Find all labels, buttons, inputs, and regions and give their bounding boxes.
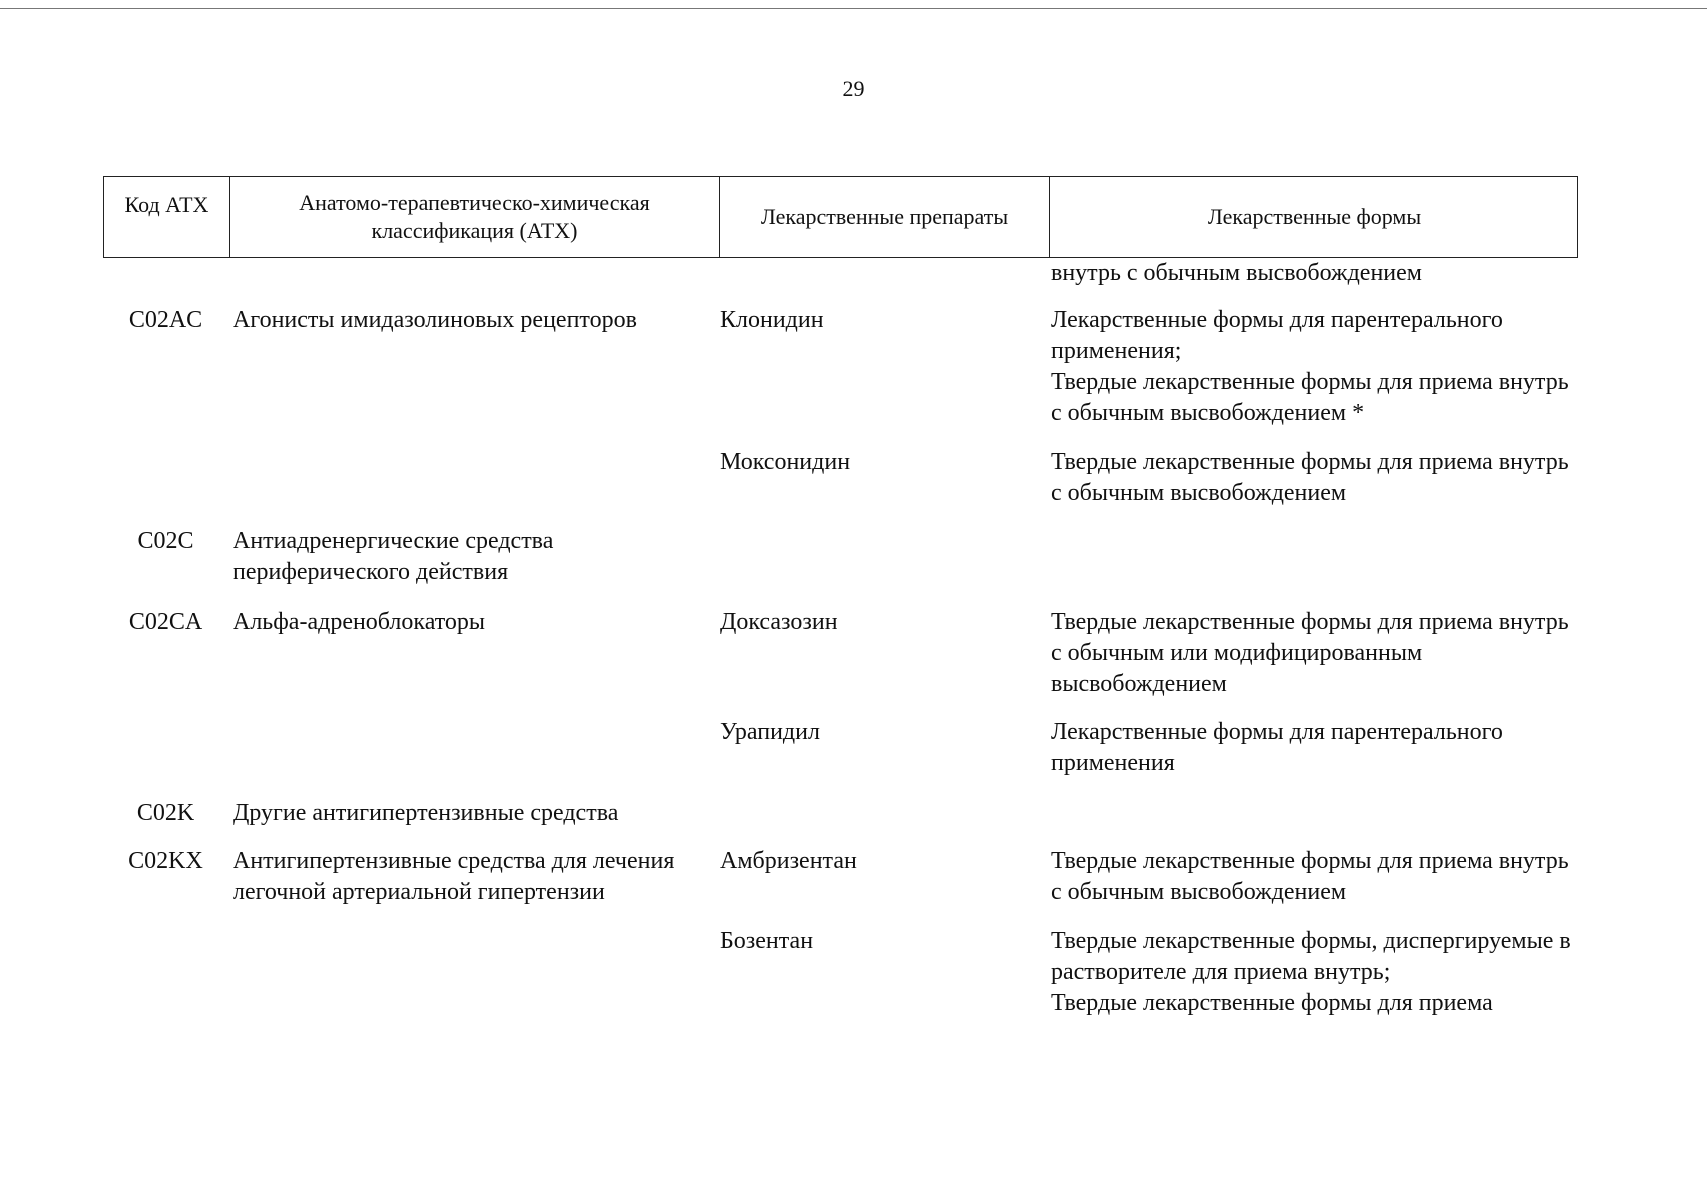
table-row [103,798,1578,829]
cell-atx-code: C02KX [128,848,203,874]
page-number: 29 [842,76,865,101]
cell-drug: Моксонидин [720,449,851,475]
cell-atx-code: C02C [137,528,194,554]
table-row [103,526,1578,588]
cell-forms [1048,305,1578,429]
cell-atx-code: C02AC [128,307,203,333]
cell-forms [1048,926,1578,1019]
table-row [103,258,1578,289]
table-row: C02KX Антигипертензивные средства для лечения легочной артериальной гипертензии Амбризентан Твердые лекарственные формы для приема внутрь с обычным высвобождением [103,846,1578,908]
cell-atx-name [228,926,718,1019]
cell-atx-name: Другие антигипертензивные средства [233,800,619,826]
header-code: Код АТХ [124,192,209,217]
forms-line: Твердые лекарственные формы для приема внутрь с обычным высвобождением * [1051,369,1569,426]
cell-forms [1048,717,1578,779]
cell-atx-code [103,717,228,779]
cell-atx-name: Антиадренергические средства периферического действия [233,528,554,585]
cell-atx-name: Агонисты имидазолиновых рецепторов [233,307,637,333]
cell-forms [1048,258,1578,289]
cell-drug: Доксазозин [720,609,838,635]
forms-line: Твердые лекарственные формы для приема внутрь с обычным или модифицированным высвобождением [1051,609,1569,697]
cell-forms [1048,798,1578,829]
table-row [103,447,1578,509]
forms-line: Лекарственные формы для парентерального применения [1051,719,1503,776]
cell-forms [1048,526,1578,588]
cell-drug [718,798,1048,829]
forms-line: Твердые лекарственные формы для приема внутрь с обычным высвобождением [1051,848,1569,905]
cell-drug [718,526,1048,588]
top-border-line [0,8,1707,9]
cell-drug [718,258,1048,289]
cell-atx-name [228,447,718,509]
table-header [103,176,1578,258]
cell-forms [1048,607,1578,700]
cell-drug: Бозентан [720,928,814,954]
forms-line: Твердые лекарственные формы для приема [1051,990,1493,1016]
forms-line: Твердые лекарственные формы для приема внутрь с обычным высвобождением [1051,449,1569,506]
forms-line: Лекарственные формы для парентерального применения; [1051,307,1503,364]
header-drugs: Лекарственные препараты [719,177,1049,257]
cell-atx-code [103,447,228,509]
cell-forms [1048,447,1578,509]
forms-line: внутрь с обычным высвобождением [1051,260,1422,286]
cell-atx-name [228,717,718,779]
table-row [103,305,1578,429]
cell-atx-code: C02CA [128,609,203,635]
cell-forms [1048,846,1578,908]
cell-atx-name: Альфа-адреноблокаторы [233,609,486,635]
header-forms: Лекарственные формы [1049,177,1579,257]
table-row [103,607,1578,700]
header-atx: Анатомо-терапевтическо-химическая классификация (АТХ) [229,177,719,257]
table-row [103,717,1578,779]
cell-atx-code [103,258,228,289]
table-body [103,258,1578,1100]
cell-atx-code [103,926,228,1019]
cell-drug: Амбризентан [720,848,857,874]
cell-drug: Урапидил [720,719,820,745]
forms-line: Твердые лекарственные формы, диспергируемые в растворителе для приема внутрь; [1051,928,1571,985]
cell-atx-code: C02K [136,800,195,826]
table-row [103,926,1578,1019]
cell-atx-name [228,258,718,289]
cell-drug: Клонидин [720,307,824,333]
